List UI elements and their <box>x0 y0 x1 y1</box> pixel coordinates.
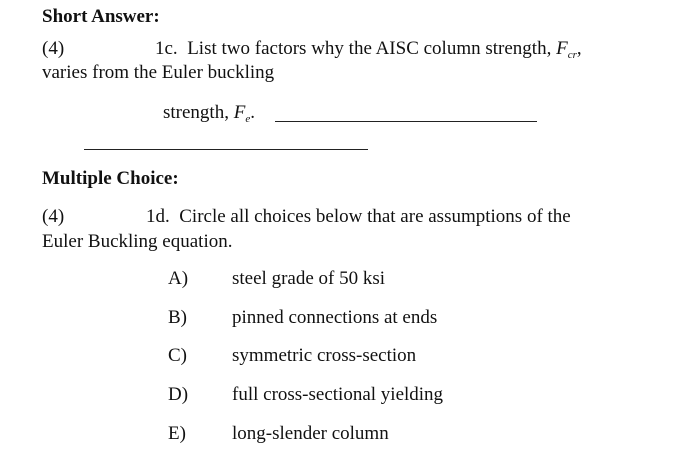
choice-b-letter[interactable]: B) <box>168 307 187 328</box>
short-answer-heading: Short Answer: <box>42 6 160 27</box>
fcr-symbol: $F_{cr}$, <box>556 38 582 61</box>
fe-symbol: $F_e$. <box>233 102 255 125</box>
strength-label-row <box>163 102 255 124</box>
choice-e-text[interactable]: long-slender column <box>232 423 389 444</box>
choice-e-letter[interactable]: E) <box>168 423 186 444</box>
choice-b-text[interactable]: pinned connections at ends <box>232 307 438 328</box>
choice-a-text[interactable]: steel grade of 50 ksi <box>232 268 386 289</box>
multiple-choice-question-text: Circle all choices below that are assumptions of the <box>179 206 571 227</box>
choice-a-letter[interactable]: A) <box>168 268 189 289</box>
answer-blank-line-2[interactable] <box>84 149 368 150</box>
short-answer-points: (4) <box>42 38 65 59</box>
choice-d-text[interactable]: full cross-sectional yielding <box>232 384 444 405</box>
answer-blank-line-1[interactable] <box>275 121 537 122</box>
short-answer-number: 1c. <box>155 38 178 59</box>
multiple-choice-question-line2: Euler Buckling equation. <box>42 231 233 252</box>
multiple-choice-heading: Multiple Choice: <box>42 168 179 189</box>
choice-c-letter[interactable]: C) <box>168 345 187 366</box>
choice-c-text[interactable]: symmetric cross-section <box>232 345 417 366</box>
short-answer-question-text: List two factors why the AISC column strength, <box>187 38 552 59</box>
short-answer-question-line2: varies from the Euler buckling <box>42 62 275 83</box>
strength-label: strength, <box>163 102 229 123</box>
short-answer-question-line1 <box>155 38 582 60</box>
multiple-choice-number: 1d. <box>146 206 170 227</box>
multiple-choice-question-line1 <box>146 206 571 228</box>
choice-d-letter[interactable]: D) <box>168 384 189 405</box>
multiple-choice-points: (4) <box>42 206 65 227</box>
